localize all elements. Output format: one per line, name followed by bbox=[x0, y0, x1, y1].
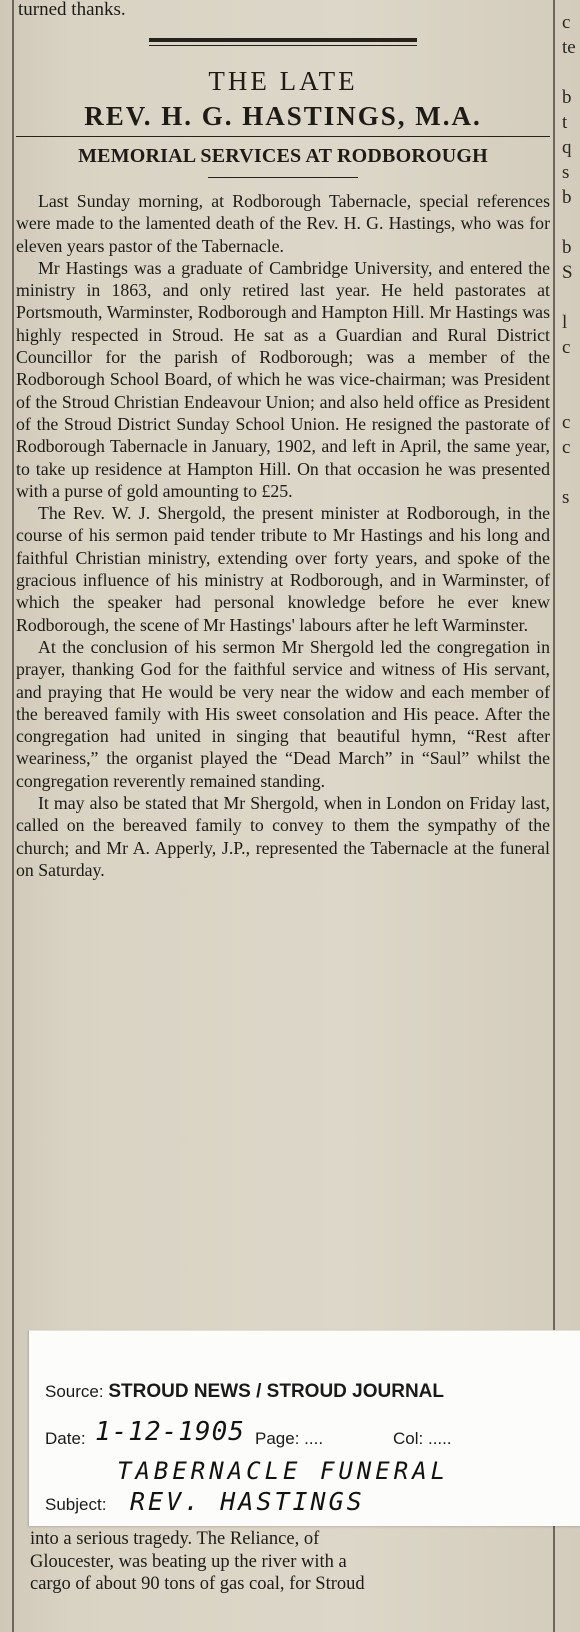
subheading-rule bbox=[208, 177, 358, 178]
col-value: ..... bbox=[427, 1429, 452, 1448]
subject-row bbox=[45, 1487, 365, 1516]
next-article-fragment bbox=[30, 1528, 578, 1596]
handwritten-date: 1-12-1905 bbox=[95, 1417, 245, 1447]
headline-primary: THE LATE bbox=[208, 66, 358, 96]
page-label: Page: bbox=[255, 1429, 300, 1448]
section-divider bbox=[149, 38, 417, 42]
fragment: l bbox=[562, 312, 568, 333]
fragment: te bbox=[562, 37, 576, 58]
handwritten-subject-line-1: TABERNACLE FUNERAL bbox=[117, 1457, 450, 1485]
col-field bbox=[393, 1429, 452, 1449]
fragment: S bbox=[562, 262, 573, 283]
fragment: b bbox=[562, 187, 572, 208]
paragraph: Last Sunday morning, at Rodborough Tabernacle, special references were made to the lamented death of the Rev. H. G. Hastings, who was for eleven years pastor of the Tabernacle. bbox=[16, 191, 550, 256]
fragment bbox=[562, 60, 580, 85]
subject-label: Subject: bbox=[45, 1495, 107, 1514]
page-field bbox=[255, 1429, 323, 1449]
paragraph: At the conclusion of his sermon Mr Shergold led the congregation in prayer, thanking God for the faithful service and witness of His servant, and praying that He would be very near the widow and each member of the bereaved family with His sweet consolation and His peace. After the congregation had united in singing that beautiful hymn, “Rest after weariness,” the organist played the “Dead March” in “Saul” whilst the congregation reverently remained standing. bbox=[16, 636, 550, 791]
adjacent-column-fragments bbox=[562, 10, 580, 510]
fragment: t bbox=[562, 112, 568, 133]
paragraph: Mr Hastings was a graduate of Cambridge University, and entered the ministry in 1863, and only retired last year. He held pastorates at Portsmouth, Warminster, Rodborough and Hampton Hill. Mr Hastings was highly respected in Stroud. He sat as a Guardian and Rural District Councillor for the parish of Rodborough; was a member of the Rodborough School Board, of which he was vice-chairman; was President of the Stroud Christian Endeavour Union; and also held office as President of the Stroud District Sunday School Union. He resigned the pastorate of Rodborough Tabernacle in January, 1902, and left in April, the same year, to take up residence at Hampton Hill. On that occasion he was presented with a purse of gold amounting to £25. bbox=[16, 257, 550, 501]
fragment: c bbox=[562, 412, 571, 433]
previous-article-tail: turned thanks. bbox=[18, 0, 126, 20]
fragment: s bbox=[562, 162, 570, 183]
subheading: MEMORIAL SERVICES AT RODBOROUGH bbox=[78, 145, 488, 167]
fragment: b bbox=[562, 237, 572, 258]
fragment: c bbox=[562, 337, 571, 358]
paragraph: The Rev. W. J. Shergold, the present minister at Rodborough, in the course of his sermon paid tender tribute to Mr Hastings and his long and faithful Christian ministry, extending over forty years, and spoke of the gracious influence of his ministry at Rodborough, and in Warminster, of which the speaker had personal knowledge before he ever knew Rodborough, the scene of Mr Hastings' labours after he left Warminster. bbox=[16, 503, 550, 635]
archive-label bbox=[28, 1330, 580, 1526]
text-line: Gloucester, was beating up the river with a bbox=[30, 1551, 347, 1572]
col-label: Col: bbox=[393, 1429, 424, 1448]
fragment bbox=[562, 460, 580, 485]
column-rule-left bbox=[12, 0, 14, 1632]
fragment bbox=[562, 385, 580, 410]
page-value: .... bbox=[304, 1429, 324, 1448]
headline-rule bbox=[16, 136, 550, 137]
fragment bbox=[562, 210, 580, 235]
fragment: c bbox=[562, 437, 571, 458]
fragment: b bbox=[562, 87, 572, 108]
obituary-article bbox=[16, 0, 550, 881]
section-divider-thin bbox=[149, 45, 417, 46]
source-value: STROUD NEWS / STROUD JOURNAL bbox=[108, 1381, 445, 1402]
fragment bbox=[562, 360, 580, 385]
date-label: Date: bbox=[45, 1429, 86, 1448]
text-line: cargo of about 90 tons of gas coal, for Stroud bbox=[30, 1574, 365, 1594]
handwritten-subject-line-2: REV. HASTINGS bbox=[130, 1487, 365, 1516]
source-label: Source: bbox=[45, 1382, 104, 1401]
fragment: q bbox=[562, 137, 572, 158]
headline-name: REV. H. G. HASTINGS, M.A. bbox=[84, 101, 482, 131]
article-body bbox=[16, 190, 550, 881]
date-row bbox=[45, 1417, 452, 1449]
source-row bbox=[45, 1381, 444, 1403]
fragment bbox=[562, 285, 580, 310]
fragment: s bbox=[562, 487, 570, 508]
paragraph: It may also be stated that Mr Shergold, when in London on Friday last, called on the bereaved family to convey to them the sympathy of the church; and Mr A. Apperly, J.P., represented the Tabernacle at the funeral on Saturday. bbox=[16, 793, 550, 880]
text-line: into a serious tragedy. The Reliance, of bbox=[30, 1529, 320, 1549]
fragment: c bbox=[562, 12, 571, 33]
